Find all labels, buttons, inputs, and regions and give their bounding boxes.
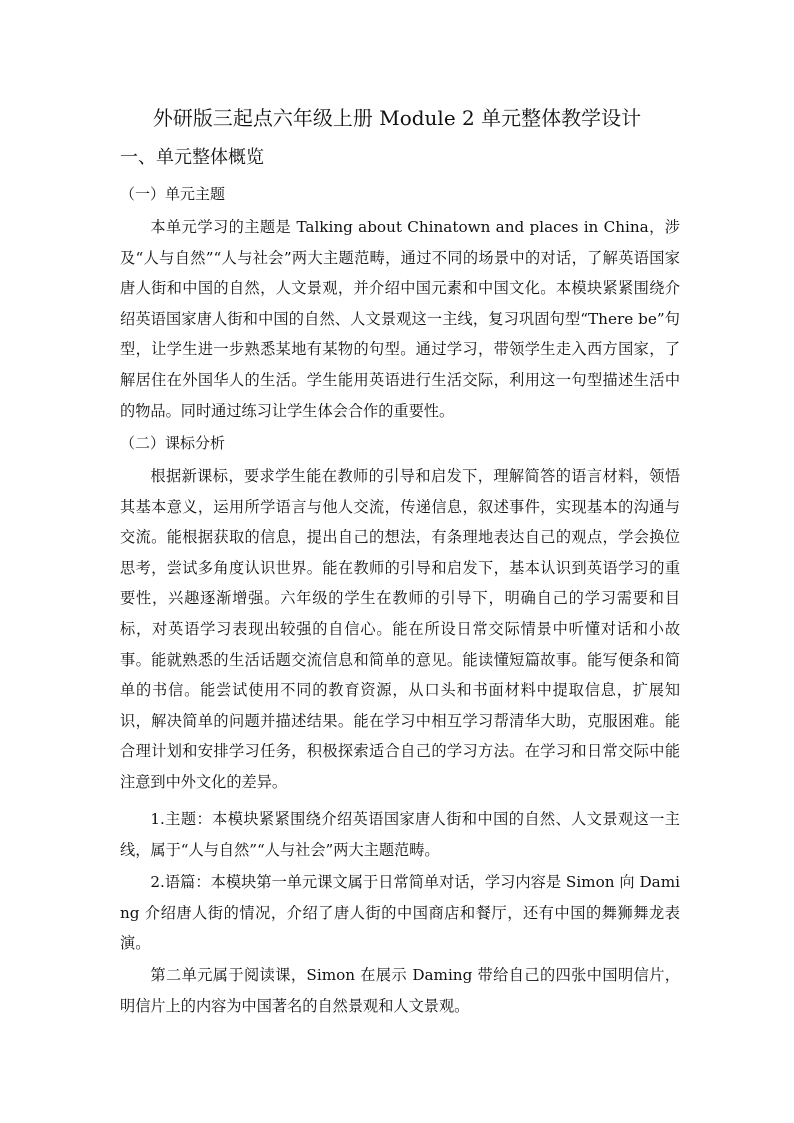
paragraph-unit-theme: 本单元学习的主题是 Talking about Chinatown and places in China，涉及“人与自然”“人与社会”两大主题范畴，通过不同的场景中的对话，了解英语国家唐人街和中国的自然，人文景观，并介绍中国元素和中国文化。本模块紧紧围绕介绍英语国家唐人街和中国的自然、人文景观这一主线，复习巩固句型“There be”句型，让学生进一步熟悉某地有某物的句型。通过学习，带领学生走入西方国家，了解居住在外国华人的生活。学生能用英语进行生活交际，利用这一句型描述生活中的物品。同时通过练习让学生体会合作的重要性。 — [120, 218, 680, 420]
paragraph-point-theme: 1.主题：本模块紧紧围绕介绍英语国家唐人街和中国的自然、人文景观这一主线，属于“人与自然”“人与社会”两大主题范畴。 — [120, 810, 680, 859]
paragraph-unit-2: 第二单元属于阅读课，Simon 在展示 Daming 带给自己的四张中国明信片，明信片上的内容为中国著名的自然景观和人文景观。 — [120, 966, 680, 1015]
subheading-curriculum-analysis: （二）课标分析 — [120, 434, 226, 452]
section-heading-overview: 一、单元整体概览 — [120, 147, 264, 168]
paragraph-curriculum-analysis: 根据新课标，要求学生能在教师的引导和启发下，理解简答的语言材料，领悟其基本意义，运用所学语言与他人交流，传递信息，叙述事件，实现基本的沟通与交流。能根据获取的信息，提出自己的想法，有条理地表达自己的观点，学会换位思考，尝试多角度认识世界。能在教师的引导和启发下，基本认识到英语学习的重要性，兴趣逐渐增强。六年级的学生在教师的引导下，明确自己的学习需要和目标，对英语学习表现出较强的自信心。能在所设日常交际情景中听懂对话和小故事。能就熟悉的生活话题交流信息和简单的意见。能读懂短篇故事。能写便条和简单的书信。能尝试使用不同的教育资源，从口头和书面材料中提取信息，扩展知识，解决简单的问题并描述结果。能在学习中相互学习帮清华大助，克服困难。能合理计划和安排学习任务，积极探索适合自己的学习方法。在学习和日常交际中能注意到中外文化的差异。 — [120, 467, 680, 791]
document-title: 外研版三起点六年级上册 Module 2 单元整体教学设计 — [152, 106, 642, 130]
subheading-unit-theme: （一）单元主题 — [120, 185, 226, 203]
paragraph-point-discourse: 2.语篇：本模块第一单元课文属于日常简单对话，学习内容是 Simon 向 Daming 介绍唐人街的情况，介绍了唐人街的中国商店和餐厅，还有中国的舞狮舞龙表演。 — [120, 873, 680, 953]
